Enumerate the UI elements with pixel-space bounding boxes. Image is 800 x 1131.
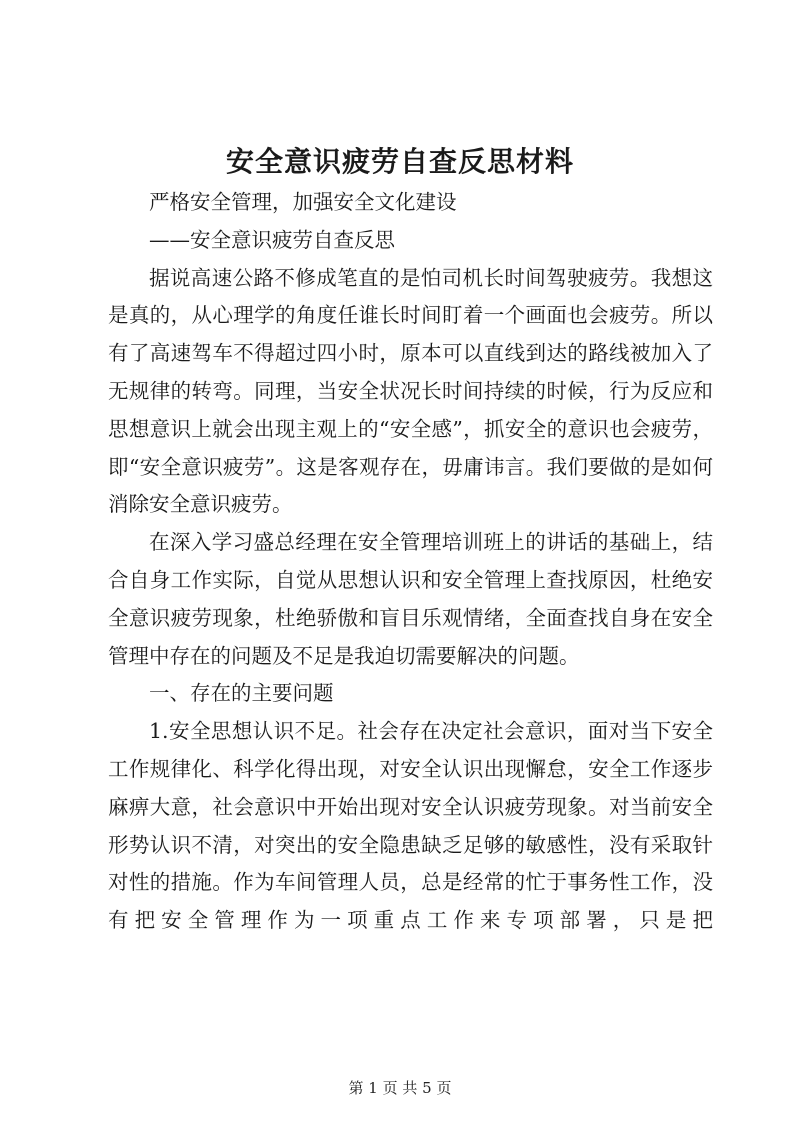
body-paragraph: 据说高速公路不修成笔直的是怕司机长时间驾驶疲劳。我想这是真的，从心理学的角度任谁长时间盯着一个画面也会疲劳。所以有了高速驾车不得超过四小时，原本可以直线到达的路线被加入了无规律的转弯。同理，当安全状况长时间持续的时候，行为反应和思想意识上就会出现主观上的“安全感”，抓安全的意识也会疲劳，即“安全意识疲劳”。这是客观存在，毋庸讳言。我们要做的是如何消除安全意识疲劳。: [108, 265, 713, 517]
subtitle-dash-paragraph: ——安全意识疲劳自查反思: [149, 227, 395, 252]
body-paragraph: 1.安全思想认识不足。社会存在决定社会意识，面对当下安全工作规律化、科学化得出现，对安全认识出现懈怠，安全工作逐步麻痹大意，社会意识中开始出现对安全认识疲劳现象。对当前安全形势认识不清，对突出的安全隐患缺乏足够的敏感性，没有采取针对性的措施。作为车间管理人员，总是经常的忙于事务性工作，没有把安全管理作为一项重点工作来专项部署，只是把: [108, 719, 713, 933]
subtitle-paragraph: 严格安全管理，加强安全文化建设: [149, 190, 457, 214]
document-title: 安全意识疲劳自查反思材料: [225, 145, 574, 178]
page-number-footer: 第 1 页 共 5 页: [348, 1079, 452, 1097]
body-paragraph: 在深入学习盛总经理在安全管理培训班上的讲话的基础上，结合自身工作实际，自觉从思想认识和安全管理上查找原因，杜绝安全意识疲劳现象，杜绝骄傲和盲目乐观情绪，全面查找自身在安全管理中存在的问题及不足是我迫切需要解决的问题。: [108, 530, 713, 668]
section-heading: 一、存在的主要问题: [149, 681, 334, 706]
document-body: [108, 184, 713, 940]
